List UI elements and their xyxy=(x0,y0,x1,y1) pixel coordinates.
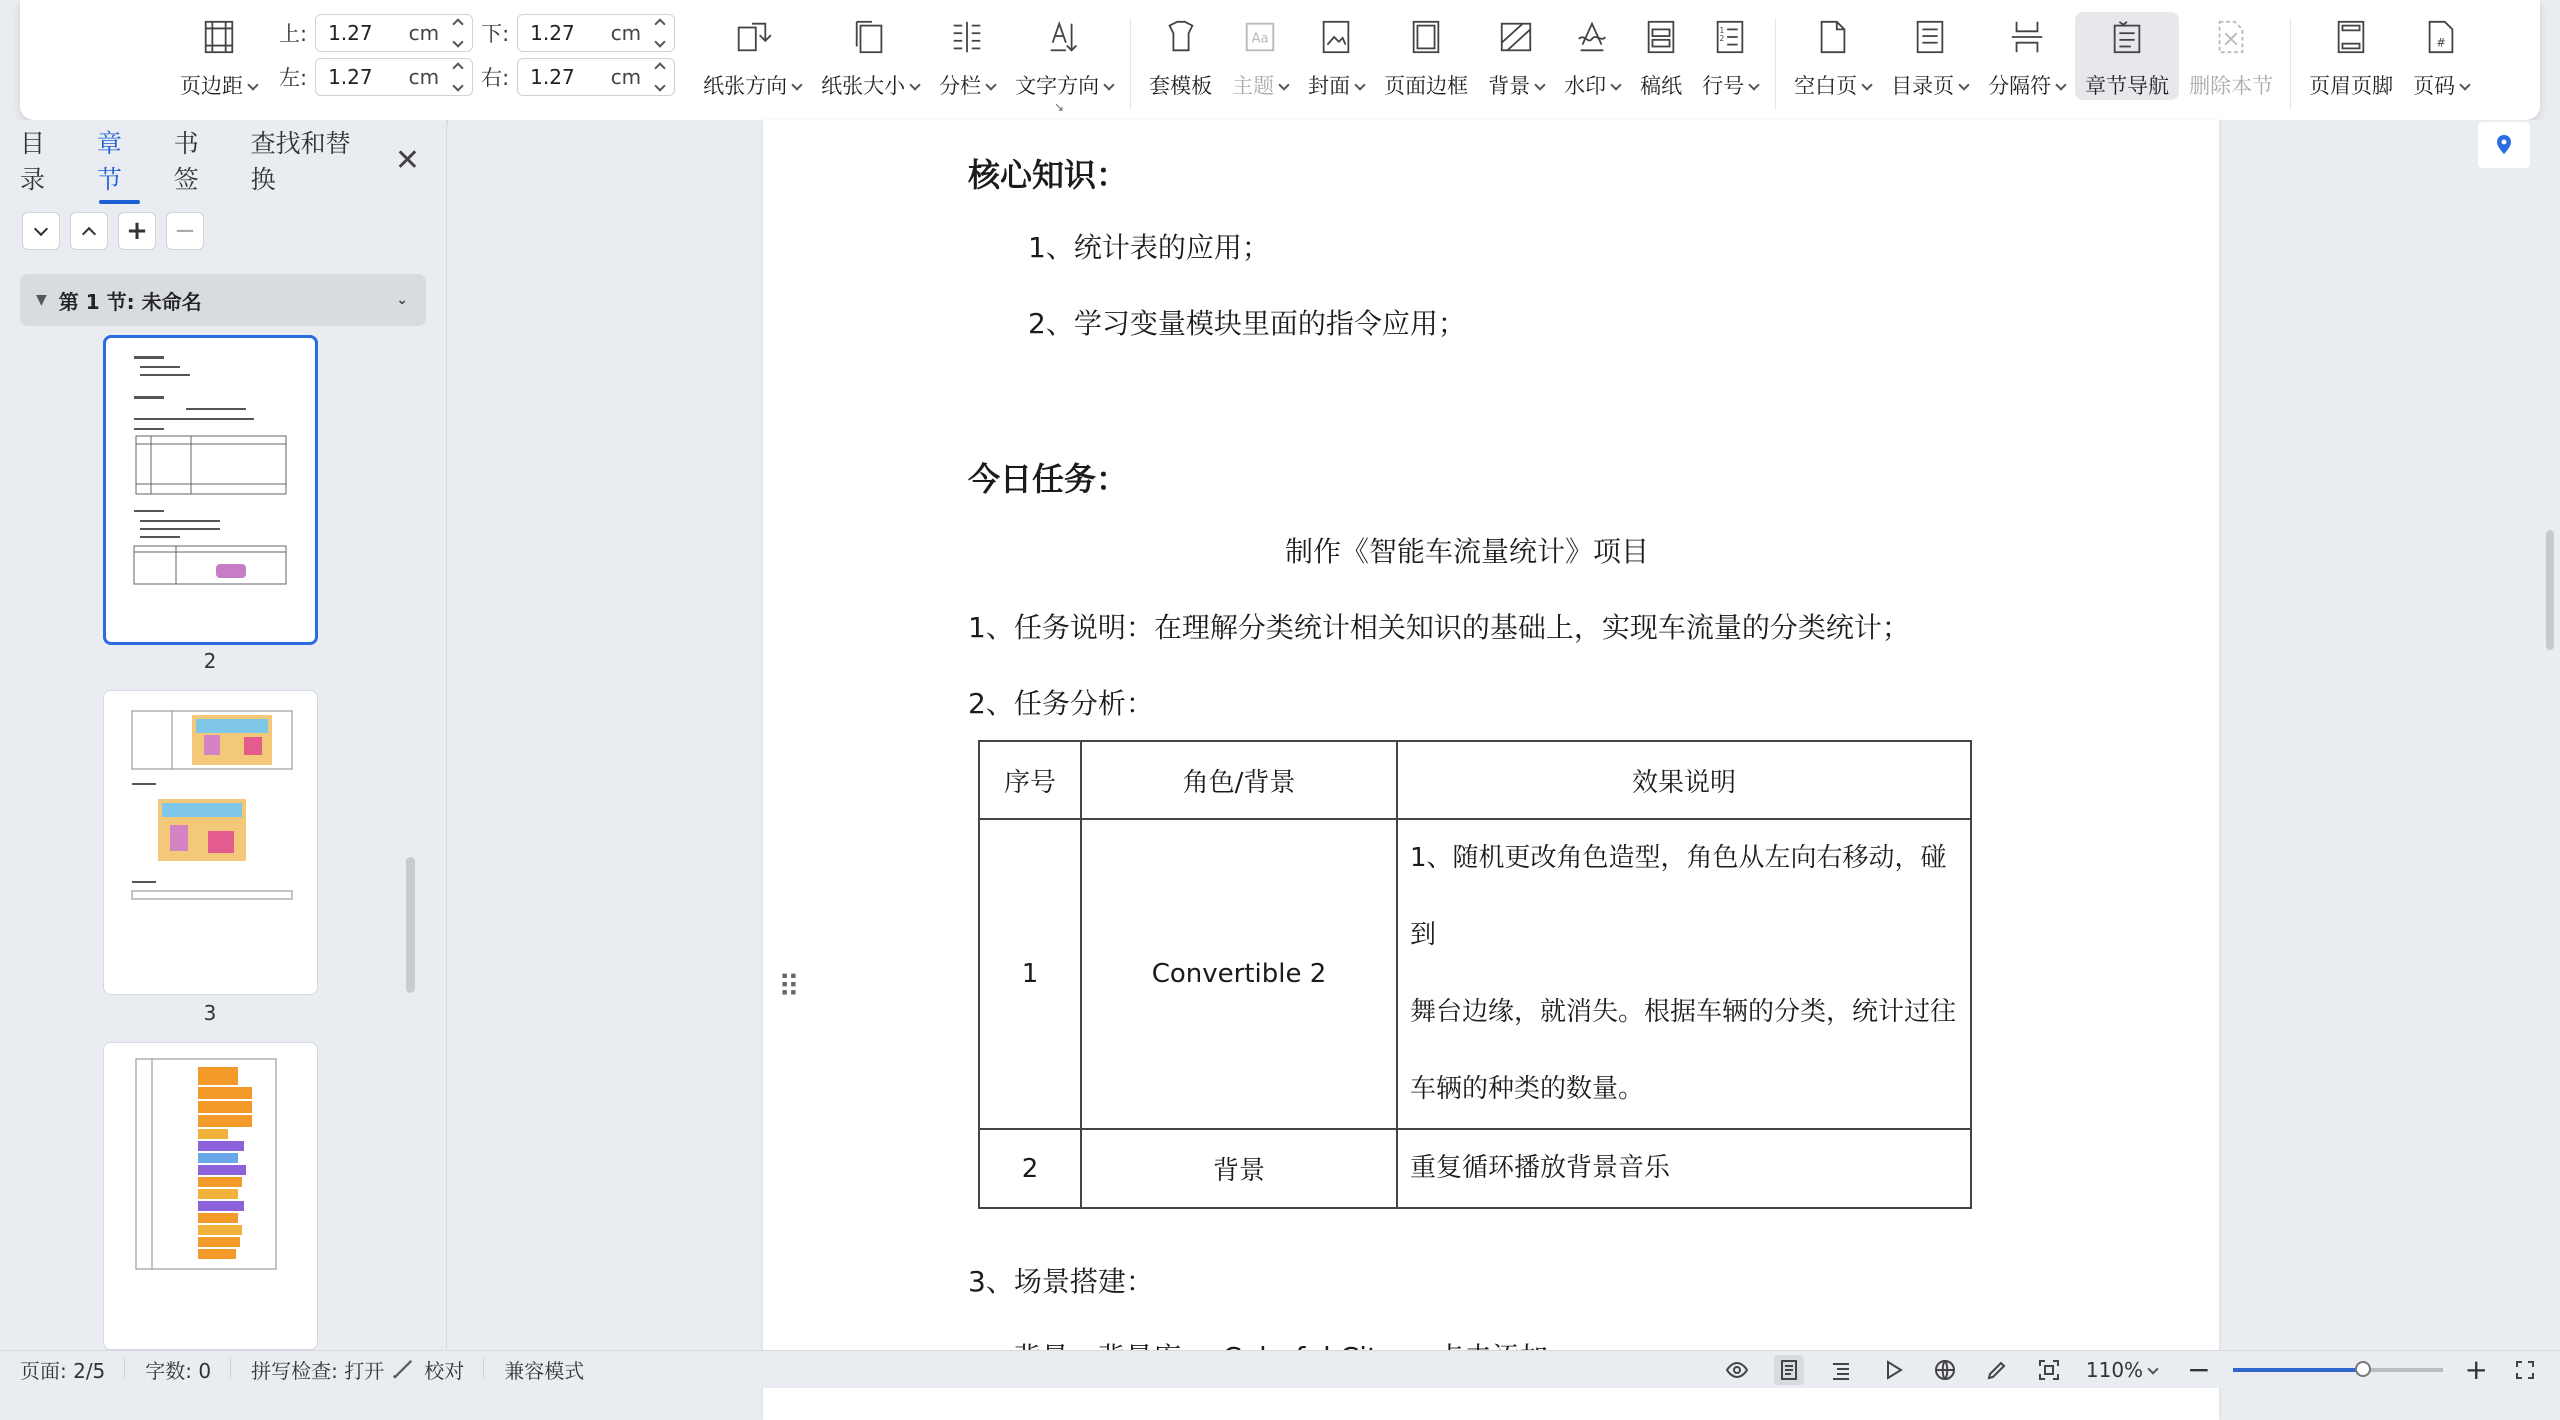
page-number-icon xyxy=(2421,18,2461,56)
thumbnail-page-number: 3 xyxy=(203,1001,217,1025)
status-bar xyxy=(0,1350,2560,1388)
dropdown-icon[interactable]: ⌄ xyxy=(396,292,408,308)
line-number-button[interactable]: 1 2 行号 xyxy=(1692,12,1768,100)
document-page[interactable] xyxy=(763,120,2219,1420)
left-margin-label: 左: xyxy=(279,66,308,90)
paper-size-icon xyxy=(850,18,890,56)
toc-page-icon xyxy=(1910,18,1950,56)
tab-find-replace[interactable]: 查找和替换 xyxy=(250,129,351,194)
separator-button[interactable]: 分隔符 xyxy=(1978,12,2075,100)
thumbnail-preview xyxy=(106,338,316,643)
zoom-in-icon[interactable]: + xyxy=(2464,1353,2488,1386)
text-direction-button[interactable]: 文字方向 xyxy=(1005,12,1123,100)
table-header-cell: 序号 xyxy=(979,741,1081,819)
blank-page-button[interactable]: 空白页 xyxy=(1784,12,1881,100)
cover-button[interactable]: 封面 xyxy=(1298,12,1374,100)
effect-line: 舞台边缘，就消失。根据车辆的分类，统计过往 xyxy=(1410,997,1957,1027)
spin-arrows[interactable] xyxy=(450,17,466,49)
table-cell-num: 2 xyxy=(979,1129,1081,1208)
collapse-triangle-icon: ▼ xyxy=(36,292,47,308)
web-view-icon[interactable] xyxy=(1930,1355,1960,1385)
page-view-icon[interactable] xyxy=(1774,1355,1804,1385)
watermark-icon xyxy=(1572,18,1612,56)
right-margin-label: 右: xyxy=(481,66,510,90)
separator-icon xyxy=(2007,18,2047,56)
toc-page-button[interactable]: 目录页 xyxy=(1881,12,1978,100)
top-margin-label: 上: xyxy=(279,22,308,46)
task-description: 1、任务说明：在理解分类统计相关知识的基础上，实现车流量的分类统计； xyxy=(968,611,1910,644)
table-header-cell: 角色/背景 xyxy=(1081,741,1397,819)
thumbnail-preview xyxy=(104,691,316,994)
effect-line: 车辆的种类的数量。 xyxy=(1410,1074,1645,1104)
close-icon[interactable]: ✕ xyxy=(394,142,421,178)
core-item-1: 1、统计表的应用； xyxy=(1028,231,1270,264)
theme-icon xyxy=(1240,18,1280,56)
columns-button[interactable]: 分栏 xyxy=(929,12,1005,100)
paper-size-button[interactable]: 纸张大小 xyxy=(811,12,929,100)
core-knowledge-heading: 核心知识： xyxy=(968,156,1129,194)
zoom-out-icon[interactable]: − xyxy=(2187,1353,2211,1386)
spell-check-toggle[interactable]: 拼写检查: 打开 xyxy=(231,1355,404,1384)
columns-icon xyxy=(947,18,987,56)
eye-icon[interactable] xyxy=(1722,1355,1752,1385)
right-margin-field[interactable]: 1.27 cm xyxy=(517,58,675,96)
table-row xyxy=(979,1129,1971,1208)
plus-icon: + xyxy=(126,216,148,246)
collapse-up-button[interactable] xyxy=(70,212,108,250)
effect-line: 重复循环播放背景音乐 xyxy=(1410,1153,1671,1183)
page-thumbnail[interactable] xyxy=(103,1042,318,1350)
effect-line: 1、随机更改角色造型，角色从左向右移动，碰到 xyxy=(1410,843,1947,950)
outline-view-icon[interactable] xyxy=(1826,1355,1856,1385)
zoom-slider[interactable] xyxy=(2233,1368,2443,1372)
bottom-margin-field[interactable]: 1.27 cm xyxy=(517,14,675,52)
tab-chapters[interactable]: 章节 xyxy=(97,124,142,196)
bottom-margin-label: 下: xyxy=(481,22,510,46)
left-margin-field[interactable]: 1.27 cm xyxy=(315,58,473,96)
svg-text:Aa: Aa xyxy=(1251,31,1269,47)
view-controls xyxy=(1722,1353,2560,1386)
chevron-down-icon xyxy=(34,222,48,236)
project-title: 制作《智能车流量统计》项目 xyxy=(1285,535,1650,568)
task-analysis-label: 2、任务分析： xyxy=(968,687,1154,720)
fullscreen-icon[interactable] xyxy=(2510,1355,2540,1385)
background-icon xyxy=(1496,18,1536,56)
zoom-slider-knob[interactable] xyxy=(2355,1361,2371,1377)
line-number-icon xyxy=(1710,18,1750,56)
task-table xyxy=(978,740,1972,1209)
section-tools xyxy=(0,212,446,250)
svg-text:2: 2 xyxy=(1719,33,1725,43)
ribbon-expand-icon[interactable]: ↘ xyxy=(1054,100,1065,114)
minus-icon: − xyxy=(174,216,196,246)
template-icon xyxy=(1161,18,1201,56)
document-scrollbar[interactable] xyxy=(2546,530,2554,650)
delete-section-button[interactable]: 删除本节 xyxy=(2179,12,2283,100)
table-row xyxy=(979,819,1971,1129)
table-header-cell: 效果说明 xyxy=(1397,741,1971,819)
fit-page-icon[interactable] xyxy=(2034,1355,2064,1385)
task-heading: 今日任务： xyxy=(968,460,1129,498)
delete-section-icon xyxy=(2211,18,2251,56)
table-header-row xyxy=(979,741,1971,819)
svg-text:#: # xyxy=(2436,35,2446,50)
section-header[interactable] xyxy=(20,274,426,326)
document-area xyxy=(448,120,2528,1350)
page-indicator[interactable]: 页面: 2/5 xyxy=(0,1355,125,1384)
table-cell-effect xyxy=(1397,819,1971,1129)
chapter-nav-button[interactable]: 章节导航 xyxy=(2075,12,2179,100)
spin-arrows[interactable] xyxy=(652,61,668,93)
spin-arrows[interactable] xyxy=(652,17,668,49)
page-number-button[interactable]: # 页码 xyxy=(2403,12,2479,100)
chevron-up-icon xyxy=(82,227,96,241)
zoom-level[interactable]: 110% xyxy=(2086,1358,2157,1382)
table-cell-role: Convertible 2 xyxy=(1081,819,1397,1129)
tab-bookmarks[interactable]: 书签 xyxy=(173,129,199,194)
text-direction-icon xyxy=(1044,18,1084,56)
manuscript-icon xyxy=(1641,18,1681,56)
watermark-button[interactable]: 水印 xyxy=(1554,12,1630,100)
table-cell-effect xyxy=(1397,1129,1971,1208)
page-thumbnail[interactable] xyxy=(103,690,318,995)
core-item-2: 2、学习变量模块里面的指令应用； xyxy=(1028,307,1466,340)
template-button[interactable]: 套模板 xyxy=(1139,12,1222,100)
top-margin-field[interactable]: 1.27 cm xyxy=(315,14,473,52)
page-thumbnail[interactable] xyxy=(103,335,318,645)
tab-toc[interactable]: 目录 xyxy=(20,129,46,194)
pen-icon[interactable] xyxy=(1982,1355,2012,1385)
cover-icon xyxy=(1316,18,1356,56)
margins-button[interactable]: 页边距 xyxy=(170,12,267,100)
header-footer-button[interactable]: 页眉页脚 xyxy=(2299,12,2403,100)
chapter-nav-icon xyxy=(2107,18,2147,56)
blank-page-icon xyxy=(1813,18,1853,56)
scene-heading: 3、场景搭建： xyxy=(968,1265,1154,1298)
manuscript-button[interactable]: 稿纸 xyxy=(1630,12,1692,100)
header-footer-icon xyxy=(2331,18,2371,56)
svg-text:1: 1 xyxy=(1719,26,1725,36)
remove-section-button[interactable] xyxy=(166,212,204,250)
location-pin-button[interactable] xyxy=(2478,122,2530,168)
play-icon[interactable] xyxy=(1878,1355,1908,1385)
compat-mode-label: 兼容模式 xyxy=(504,1359,585,1383)
orientation-button[interactable]: 纸张方向 xyxy=(693,12,811,100)
margins-icon xyxy=(199,18,239,56)
table-cell-role: 背景 xyxy=(1081,1129,1397,1208)
thumbnail-page-number: 2 xyxy=(203,649,217,673)
thumbnail-preview xyxy=(104,1043,316,1349)
page-border-icon xyxy=(1406,18,1446,56)
word-count[interactable]: 字数: 0 xyxy=(125,1355,231,1384)
table-cell-num: 1 xyxy=(979,819,1081,1129)
section-title: 第 1 节: 未命名 xyxy=(58,289,202,314)
location-pin-icon xyxy=(2495,134,2513,156)
drag-handle-icon[interactable]: ⠿ xyxy=(778,970,800,1005)
thumbnail-scrollbar[interactable] xyxy=(406,857,415,993)
background-button[interactable]: 背景 xyxy=(1478,12,1554,100)
ribbon-toolbar xyxy=(20,0,2540,120)
theme-button[interactable]: Aa 主题 xyxy=(1222,12,1298,100)
margin-inputs xyxy=(275,12,685,96)
expand-down-button[interactable] xyxy=(22,212,60,250)
orientation-icon xyxy=(732,18,772,56)
add-section-button[interactable] xyxy=(118,212,156,250)
nav-tabs xyxy=(0,120,446,200)
spin-arrows[interactable] xyxy=(450,61,466,93)
proofread-button[interactable]: 校对 xyxy=(404,1355,484,1384)
page-border-button[interactable]: 页面边框 xyxy=(1374,12,1478,100)
right-scroll-strip xyxy=(2528,120,2560,1350)
navigation-pane xyxy=(0,120,447,1350)
